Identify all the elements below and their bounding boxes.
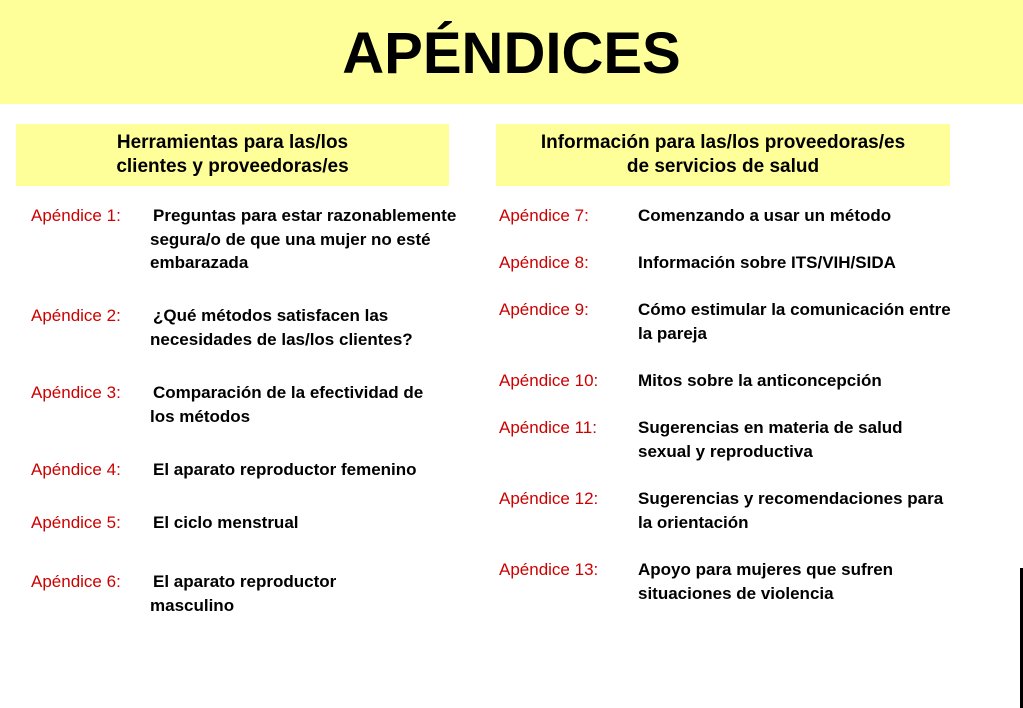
appendix-item-9 (499, 298, 954, 345)
appendix-text: El aparato reproductor masculino (150, 572, 337, 615)
appendix-text: Comparación de la efectividad de los métodos (150, 383, 424, 426)
right-column-header (496, 124, 950, 186)
appendix-item-13 (499, 558, 944, 605)
appendix-item-7 (499, 204, 959, 228)
appendix-text: Cómo estimular la comunicación entre la pareja (638, 300, 951, 343)
appendix-code: Apéndice 12: (499, 489, 599, 508)
appendix-code: Apéndice 9: (499, 300, 589, 319)
appendix-text: Preguntas para estar razonablemente segura/o de que una mujer no esté embarazada (150, 206, 457, 272)
left-header-line1: Herramientas para las/los (116, 132, 349, 153)
appendix-code: Apéndice 2: (31, 306, 121, 325)
appendix-code: Apéndice 4: (31, 460, 121, 479)
appendix-code: Apéndice 5: (31, 513, 121, 532)
appendix-item-8 (499, 251, 959, 275)
appendix-item-4 (31, 458, 471, 482)
left-column-header (16, 124, 449, 186)
appendix-code: Apéndice 6: (31, 572, 121, 591)
left-header-line2: clientes y proveedoras/es (116, 156, 349, 177)
appendix-text: Comenzando a usar un método (638, 206, 892, 225)
appendix-item-3 (31, 381, 451, 428)
appendix-text: Apoyo para mujeres que sufren situaciones de violencia (638, 560, 894, 603)
appendix-item-5 (31, 511, 471, 535)
appendix-item-11 (499, 416, 954, 463)
appendix-code: Apéndice 13: (499, 560, 599, 579)
appendix-text: Mitos sobre la anticoncepción (638, 371, 882, 390)
appendix-text: ¿Qué métodos satisfacen las necesidades de las/los clientes? (150, 306, 413, 349)
right-header-line1: Información para las/los proveedoras/es (540, 132, 906, 153)
page-title: APÉNDICES (342, 20, 681, 86)
appendix-code: Apéndice 11: (499, 418, 597, 437)
appendix-code: Apéndice 1: (31, 206, 121, 225)
appendix-text: Sugerencias en materia de salud sexual y reproductiva (638, 418, 903, 461)
appendix-code: Apéndice 3: (31, 383, 121, 402)
appendix-item-6 (31, 570, 401, 617)
appendix-text: Sugerencias y recomendaciones para la orientación (638, 489, 944, 532)
appendix-code: Apéndice 8: (499, 253, 589, 272)
appendix-item-10 (499, 369, 959, 393)
appendix-code: Apéndice 10: (499, 371, 599, 390)
appendix-text: Información sobre ITS/VIH/SIDA (638, 253, 896, 272)
appendix-item-1 (31, 204, 461, 275)
appendix-item-12 (499, 487, 954, 534)
appendix-text: El ciclo menstrual (153, 513, 299, 532)
title-banner (0, 0, 1023, 104)
appendix-code: Apéndice 7: (499, 206, 589, 225)
appendix-text: El aparato reproductor femenino (153, 460, 417, 479)
right-header-line2: de servicios de salud (626, 156, 820, 177)
appendix-item-2 (31, 304, 461, 351)
